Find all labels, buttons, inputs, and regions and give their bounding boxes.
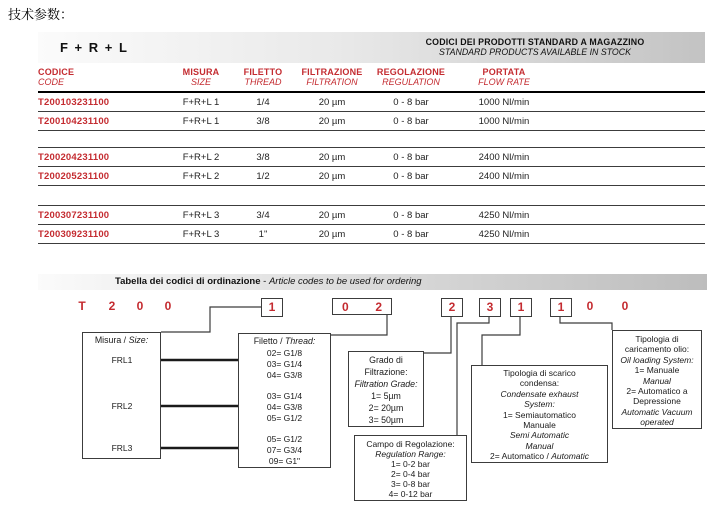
column-header-english: SIZE (190, 77, 211, 87)
filtration-line (349, 414, 423, 426)
thread-option-group (239, 391, 330, 424)
condensate-line (472, 420, 607, 430)
stock-table-body (38, 93, 705, 244)
condensate-line (472, 410, 607, 420)
text-segment: condensa: (519, 378, 560, 389)
code-digit-boxed (261, 298, 283, 317)
column-header-italian: FILTRAZIONE (301, 67, 363, 77)
column-header-english: REGULATION (382, 77, 440, 87)
text-segment: caricamento olio: (624, 344, 690, 355)
text-segment: 2= 20µm (368, 403, 404, 413)
cell-code: T200104231100 (38, 115, 110, 127)
text-segment: Manual (643, 375, 671, 386)
cell-reg: 0 - 8 bar (393, 151, 429, 163)
text-segment: operated (640, 417, 674, 428)
stock-table-header (38, 67, 705, 93)
regulation-line (355, 479, 466, 489)
column-header-italian: PORTATA (482, 67, 526, 77)
product-group (38, 93, 705, 131)
text-segment: 2= Automatico / (490, 451, 552, 462)
code-digit-char: 2 (448, 300, 456, 314)
filtration-line (349, 366, 423, 378)
cell-size: F+R+L 1 (182, 115, 220, 127)
text-segment: Manuale (523, 419, 556, 430)
thread-box-title (239, 334, 330, 348)
size-thread-arrows (148, 360, 244, 448)
code-digit (72, 298, 92, 315)
code-digit-boxed (441, 298, 463, 317)
oil-line (613, 386, 701, 396)
condensate-line (472, 430, 607, 440)
thread-option-group (239, 348, 330, 381)
oil-line (613, 344, 701, 354)
ordering-banner-separator: - (260, 276, 269, 287)
condensate-box-lines (472, 368, 607, 462)
product-group (38, 205, 705, 244)
cell-filt: 20 µm (318, 96, 346, 108)
cell-filt: 20 µm (318, 170, 346, 182)
oil-line (613, 407, 701, 417)
cell-thread: 1" (258, 228, 268, 240)
text-segment: Filtration Grade: (354, 379, 418, 389)
size-box-title (83, 333, 160, 345)
code-digit-char: 0 (342, 300, 349, 314)
size-item: FRL3 (111, 443, 133, 453)
filtration-line (349, 390, 423, 402)
thread-option: 09= G1" (268, 456, 301, 466)
column-header-english: THREAD (244, 77, 282, 87)
code-digit-char: 1 (517, 300, 525, 314)
text-segment: Depressione (633, 396, 681, 407)
condensate-line (472, 399, 607, 409)
cell-size: F+R+L 2 (182, 170, 220, 182)
code-digit (580, 298, 600, 315)
regulation-line (355, 459, 466, 469)
text-segment: Filetto / (253, 336, 285, 346)
condensate-line (472, 451, 607, 461)
text-segment: Semi Automatic (509, 430, 570, 441)
text-segment: Tipologia di scarico (503, 368, 576, 378)
text-segment: 1= 0-2 bar (391, 459, 430, 469)
size-item: FRL1 (111, 355, 133, 365)
oil-box (612, 330, 702, 429)
code-digit-char: 1 (557, 300, 565, 314)
cell-size: F+R+L 2 (182, 151, 220, 163)
cell-flow: 1000 Nl/min (478, 115, 530, 127)
text-segment: Thread: (284, 336, 316, 346)
product-group (38, 147, 705, 186)
code-digit (130, 298, 150, 315)
code-digit-char: 0 (621, 299, 629, 313)
code-digit-char: 2 (108, 299, 116, 313)
regulation-box-lines (355, 439, 466, 499)
condensate-line (472, 441, 607, 451)
code-digit-char: 1 (268, 300, 276, 314)
cell-thread: 3/4 (256, 209, 270, 221)
code-digit-boxed (479, 298, 501, 317)
thread-option: 07= G3/4 (266, 445, 303, 455)
code-digit (102, 298, 122, 315)
column-header-filtration (290, 67, 374, 87)
oil-line (613, 376, 701, 386)
cell-code: T200309231100 (38, 228, 110, 240)
column-header-english: FLOW RATE (478, 77, 530, 87)
stock-table-section (38, 32, 705, 244)
cell-filt: 20 µm (318, 209, 346, 221)
filtration-box-lines (349, 354, 423, 426)
code-digit-char: 2 (375, 300, 382, 314)
stock-section-banner (38, 32, 705, 63)
text-segment: 2= Automatico a (626, 385, 688, 396)
code-digit-char: 0 (586, 299, 594, 313)
column-header-flow-rate (448, 67, 560, 87)
filtration-line (349, 378, 423, 390)
code-digit (158, 298, 178, 315)
oil-line (613, 396, 701, 406)
column-header-regulation (374, 67, 448, 87)
regulation-line (355, 489, 466, 499)
banner-line-english: STANDARD PRODUCTS AVAILABLE IN STOCK (439, 47, 631, 57)
thread-option: 04= G3/8 (266, 370, 303, 380)
text-segment: Automatic (551, 451, 589, 462)
text-segment: 1= Semiautomatico (503, 409, 576, 420)
column-header-italian: MISURA (182, 67, 220, 77)
cell-reg: 0 - 8 bar (393, 170, 429, 182)
cell-reg: 0 - 8 bar (393, 209, 429, 221)
cell-flow: 4250 Nl/min (478, 209, 530, 221)
cell-size: F+R+L 1 (182, 96, 220, 108)
column-header-thread (236, 67, 290, 87)
cell-thread: 1/4 (256, 96, 270, 108)
oil-line (613, 417, 701, 427)
cell-code: T200205231100 (38, 170, 110, 182)
condensate-box (471, 365, 608, 463)
size-item: FRL2 (111, 401, 133, 411)
oil-line (613, 355, 701, 365)
cell-reg: 0 - 8 bar (393, 115, 429, 127)
thread-option: 02= G1/8 (266, 348, 303, 358)
code-digit (615, 298, 635, 315)
thread-box (238, 333, 331, 468)
text-segment: Condensate exhaust (500, 388, 579, 399)
page-title: 技术参数： (8, 7, 74, 22)
condensate-line (472, 378, 607, 388)
code-digit-boxed (550, 298, 572, 317)
regulation-line (355, 449, 466, 459)
code-digit-char: 0 (136, 299, 144, 313)
text-segment: 1= 5µm (371, 391, 401, 401)
filtration-line (349, 354, 423, 366)
cell-flow: 2400 Nl/min (478, 170, 530, 182)
size-box (82, 332, 161, 459)
banner-line-italian: CODICI DEI PRODOTTI STANDARD A MAGAZZINO (425, 37, 645, 47)
thread-option-group (239, 434, 330, 467)
thread-option: 05= G1/2 (266, 413, 303, 423)
stock-banner-text (390, 37, 680, 57)
column-header-italian: FILETTO (243, 67, 283, 77)
filtration-box (348, 351, 424, 427)
cell-flow: 4250 Nl/min (478, 228, 530, 240)
cell-reg: 0 - 8 bar (393, 96, 429, 108)
text-segment: Regulation Range: (375, 449, 446, 459)
cell-filt: 20 µm (318, 151, 346, 163)
column-header-english: FILTRATION (306, 77, 358, 87)
cell-thread: 3/8 (256, 151, 270, 163)
code-digit-char: 0 (164, 299, 172, 313)
code-digit-boxed (332, 298, 392, 315)
cell-size: F+R+L 3 (182, 209, 220, 221)
cell-filt: 20 µm (318, 228, 346, 240)
code-digit-boxed (510, 298, 532, 317)
column-header-italian: REGOLAZIONE (376, 67, 446, 77)
thread-option: 03= G1/4 (266, 359, 303, 369)
table-row (38, 206, 705, 225)
ordering-diagram (0, 295, 721, 513)
text-segment: 3= 50µm (368, 415, 404, 425)
column-header-english: CODE (38, 77, 65, 87)
condensate-line (472, 389, 607, 399)
ordering-banner-english: Article codes to be used for ordering (268, 276, 422, 287)
text-segment: 3= 0-8 bar (391, 479, 430, 489)
text-segment: Grado di (369, 355, 403, 365)
cell-flow: 2400 Nl/min (478, 151, 530, 163)
text-segment: Oil loading System: (620, 354, 694, 365)
cell-code: T200204231100 (38, 151, 110, 163)
table-row (38, 167, 705, 186)
table-row (38, 225, 705, 244)
table-row (38, 93, 705, 112)
oil-box-lines (613, 334, 701, 428)
regulation-line (355, 469, 466, 479)
thread-box-groups (239, 348, 330, 467)
code-digit-char: T (78, 299, 86, 313)
ordering-banner-italian: Tabella dei codici di ordinazione (115, 276, 261, 287)
text-segment: Size: (128, 335, 149, 345)
text-segment: System: (524, 399, 555, 410)
text-segment: 2= 0-4 bar (391, 469, 430, 479)
cell-thread: 1/2 (256, 170, 270, 182)
regulation-box (354, 435, 467, 501)
text-segment: Misura / (94, 335, 129, 345)
thread-option: 04= G3/8 (266, 402, 303, 412)
table-row (38, 112, 705, 131)
text-segment: Filtrazione: (364, 367, 408, 377)
cell-code: T200103231100 (38, 96, 110, 108)
cell-code: T200307231100 (38, 209, 110, 221)
cell-size: F+R+L 3 (182, 228, 220, 240)
text-segment: Campo di Regolazione: (366, 439, 455, 449)
text-segment: 4= 0-12 bar (388, 489, 433, 499)
oil-line (613, 334, 701, 344)
regulation-line (355, 439, 466, 449)
condensate-line (472, 368, 607, 378)
column-header-code (38, 67, 166, 87)
ordering-banner (38, 274, 707, 290)
text-segment: Automatic Vacuum (621, 406, 693, 417)
code-digit-char: 3 (486, 300, 494, 314)
text-segment: 1= Manuale (634, 365, 680, 376)
text-segment: Manual (525, 440, 554, 451)
column-header-size (166, 67, 236, 87)
cell-thread: 3/8 (256, 115, 270, 127)
cell-flow: 1000 Nl/min (478, 96, 530, 108)
cell-reg: 0 - 8 bar (393, 228, 429, 240)
column-header-italian: CODICE (38, 67, 75, 77)
header-filler (560, 67, 705, 87)
filtration-line (349, 402, 423, 414)
cell-filt: 20 µm (318, 115, 346, 127)
product-family-label: F + R + L (60, 40, 129, 55)
table-row (38, 148, 705, 167)
thread-option: 05= G1/2 (266, 434, 303, 444)
oil-line (613, 365, 701, 375)
text-segment: Tipologia di (635, 334, 679, 344)
thread-option: 03= G1/4 (266, 391, 303, 401)
